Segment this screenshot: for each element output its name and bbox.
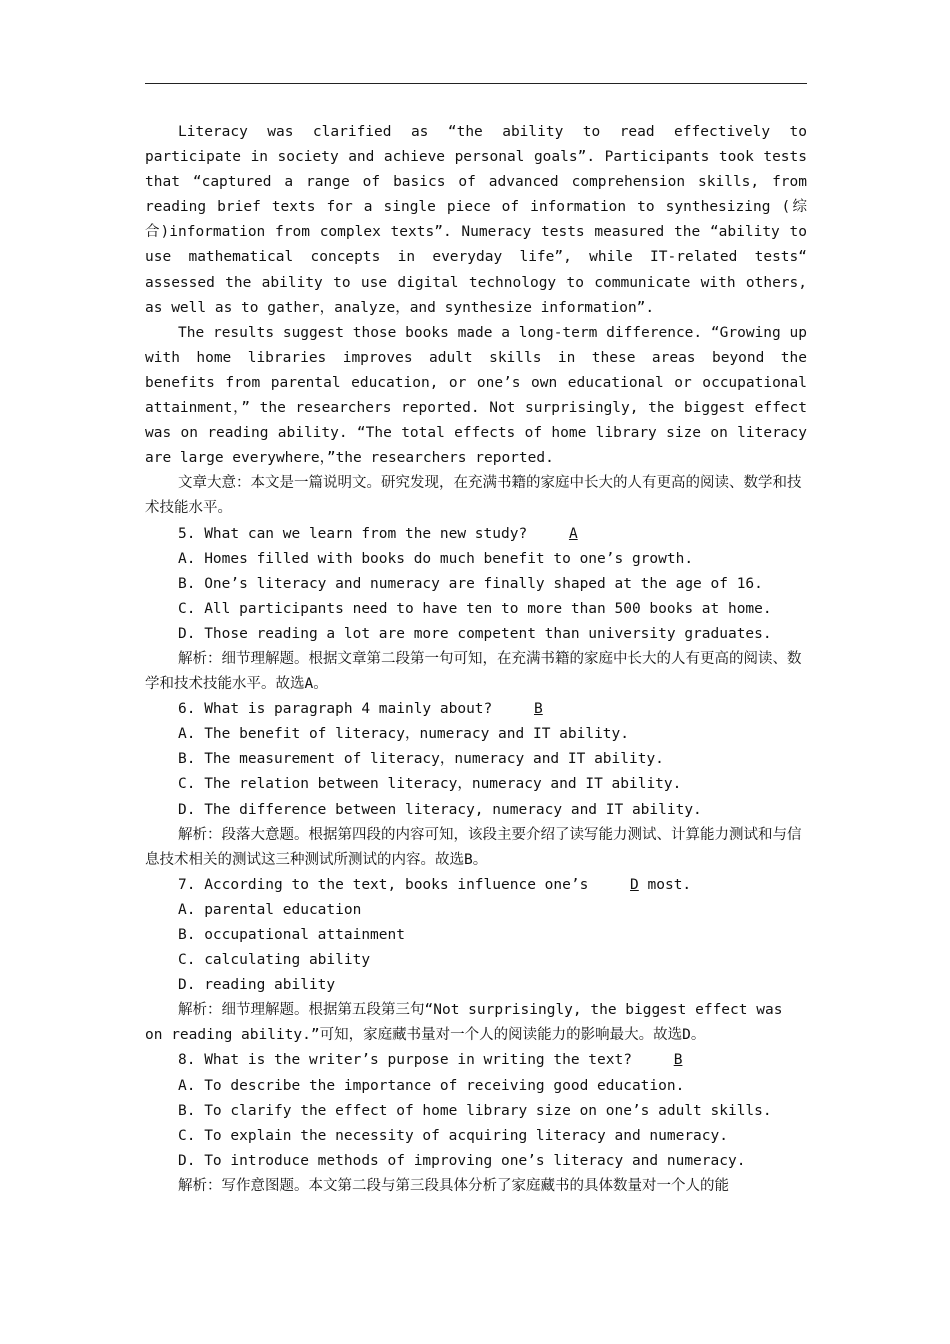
- question-6-answer: B: [534, 701, 543, 718]
- question-8-stem: 8. What is the writer’s purpose in writing the text? B: [145, 1048, 807, 1073]
- question-5-option-a: A. Homes filled with books do much benefit to one’s growth.: [178, 550, 694, 567]
- question-8-answer: B: [673, 1052, 683, 1069]
- question-8-option-c: C. To explain the necessity of acquiring literacy and numeracy.: [178, 1127, 728, 1144]
- passage-paragraph-2: The results suggest those books made a long-term difference. “Growing up with home libraries improves adult skills in these areas beyond the benefits from parental education, or one’s own educational or occupational attainment，” the researchers reported. Not surprisingly, the biggest effect was on reading ability. “The total effects of home library size on literacy are large everywhere，”the researchers reported.: [145, 324, 807, 467]
- question-8-option-d: D. To introduce methods of improving one’s literacy and numeracy.: [178, 1152, 746, 1169]
- question-7-analysis: 解析：细节理解题。根据第五段第三句“Not surprisingly, the biggest effect was on reading ability.”可知，家庭藏书量对一个人的阅读能力的影响最大。故选D。: [145, 1002, 783, 1044]
- question-7-stem: 7. According to the text, books influence one’s D most.: [145, 873, 807, 898]
- question-8-option-a: A. To describe the importance of receiving good education.: [178, 1077, 685, 1094]
- question-5-option-b: B. One’s literacy and numeracy are finally shaped at the age of 16.: [178, 575, 763, 592]
- question-5-option-d: D. Those reading a lot are more competent than university graduates.: [178, 625, 772, 642]
- passage-paragraph-1: Literacy was clarified as “the ability to read effectively to participate in society and achieve personal goals”. Participants took tests that “captured a range of basics of advanced comprehension skills, from reading brief texts for a single piece of information to synthesizing (综合)information from complex texts”. Numeracy tests measured the “ability to use mathematical concepts in everyday life”, while IT-related tests“ assessed the ability to use digital technology to communicate with others, as well as to gather，analyze，and synthesize information”.: [145, 124, 807, 316]
- question-5-stem: 5. What can we learn from the new study? A: [145, 522, 807, 547]
- question-6-option-c: C. The relation between literacy，numeracy and IT ability.: [178, 776, 682, 793]
- question-8-option-b: B. To clarify the effect of home library size on one’s adult skills.: [178, 1102, 772, 1119]
- question-7-option-c: C. calculating ability: [178, 952, 371, 969]
- question-6-analysis: 解析：段落大意题。根据第四段的内容可知，该段主要介绍了读写能力测试、计算能力测试和与信息技术相关的测试这三种测试所测试的内容。故选B。: [145, 826, 802, 868]
- question-7-answer: D: [630, 876, 639, 893]
- article-summary: 文章大意：本文是一篇说明文。研究发现，在充满书籍的家庭中长大的人有更高的阅读、数学和技术技能水平。: [145, 475, 802, 517]
- question-5-answer: A: [568, 525, 578, 542]
- question-8-analysis: 解析：写作意图题。本文第二段与第三段具体分析了家庭藏书的具体数量对一个人的能: [178, 1177, 729, 1194]
- document-body: [145, 120, 807, 1199]
- question-7-option-a: A. parental education: [178, 901, 362, 918]
- question-5-option-c: C. All participants need to have ten to more than 500 books at home.: [178, 600, 772, 617]
- question-6-stem: 6. What is paragraph 4 mainly about? B: [145, 697, 807, 722]
- header-rule: [145, 83, 807, 84]
- question-6-option-b: B. The measurement of literacy，numeracy and IT ability.: [178, 751, 664, 768]
- question-7-option-b: B. occupational attainment: [178, 927, 405, 943]
- question-6-option-a: A. The benefit of literacy，numeracy and IT ability.: [178, 726, 629, 743]
- question-6-option-d: D. The difference between literacy, numeracy and IT ability.: [178, 801, 702, 818]
- question-5-analysis: 解析：细节理解题。根据文章第二段第一句可知，在充满书籍的家庭中长大的人有更高的阅读、数学和技术技能水平。故选A。: [145, 650, 802, 693]
- question-7-option-d: D. reading ability: [178, 977, 336, 994]
